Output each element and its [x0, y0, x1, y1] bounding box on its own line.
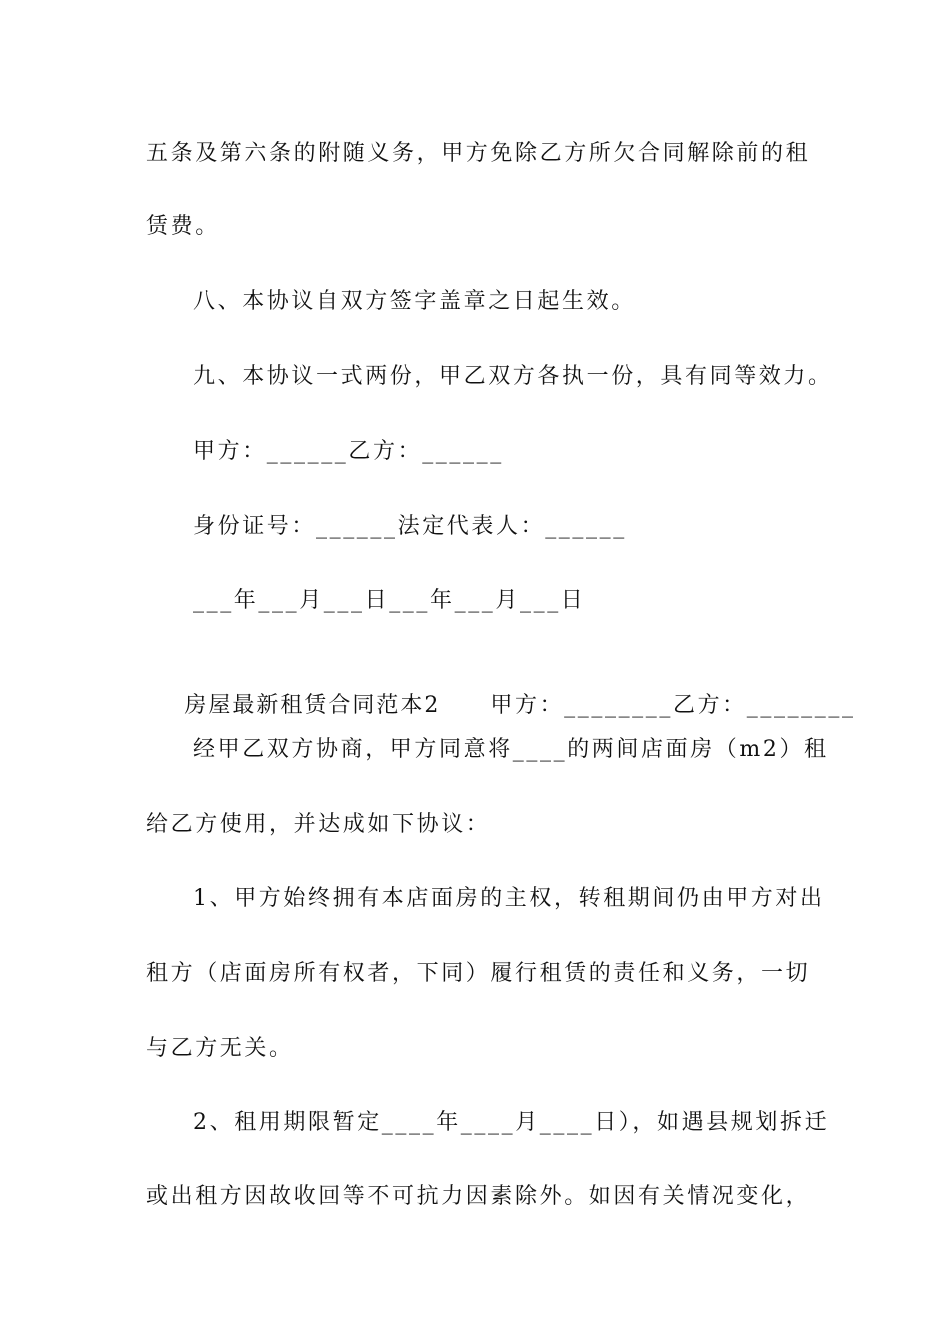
- contract-title: 房屋最新租赁合同范本2: [184, 693, 441, 718]
- clause-nine: 九、本协议一式两份，甲乙双方各执一份，具有同等效力。: [193, 364, 833, 389]
- paragraph-line: 给乙方使用，并达成如下协议：: [146, 812, 491, 837]
- clause-eight: 八、本协议自双方签字盖章之日起生效。: [193, 289, 636, 314]
- clause-one: 1、甲方始终拥有本店面房的主权，转租期间仍由甲方对出: [193, 886, 825, 911]
- paragraph-line: 经甲乙双方协商，甲方同意将____的两间店面房（m2）租: [193, 737, 829, 762]
- paragraph-line: 五条及第六条的附随义务，甲方免除乙方所欠合同解除前的租: [146, 141, 811, 166]
- paragraph-line: 或出租方因故收回等不可抗力因素除外。如因有关情况变化，: [146, 1184, 811, 1209]
- clause-two: 2、租用期限暂定____年____月____日），如遇县规划拆迁: [193, 1110, 830, 1135]
- signature-dates: ___年___月___日___年___月___日: [193, 588, 586, 613]
- paragraph-line: 与乙方无关。: [146, 1036, 294, 1061]
- signature-parties: 甲方：______乙方：______: [193, 439, 504, 464]
- signature-id-fields: 身份证号：______法定代表人：______: [193, 514, 627, 539]
- paragraph-line: 租方（店面房所有权者，下同）履行租赁的责任和义务，一切: [146, 961, 811, 986]
- paragraph-line: 赁费。: [146, 214, 220, 239]
- contract-parties: 甲方：________乙方：________: [490, 693, 856, 718]
